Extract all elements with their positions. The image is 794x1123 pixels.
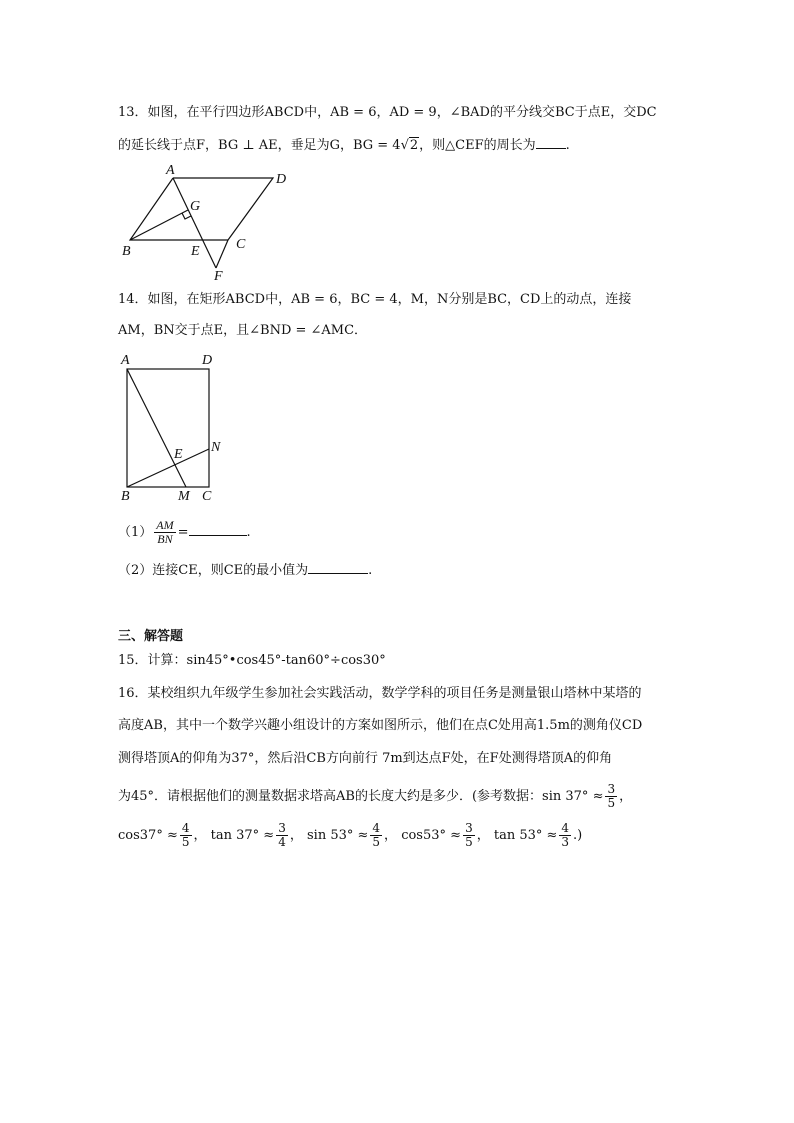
- label-F: F: [214, 269, 223, 284]
- ref-separator: ，: [289, 828, 303, 843]
- segment-BN: [127, 449, 209, 487]
- ref-separator: .): [573, 828, 583, 843]
- q14-sub1-end: .: [246, 525, 251, 540]
- ref-label: sin 53° ≈: [307, 828, 369, 843]
- rectangle-ABCD: [127, 369, 209, 487]
- label-C: C: [236, 237, 246, 252]
- q14-sub2-end: .: [368, 563, 373, 578]
- q16-line1: 16．某校组织九年级学生参加社会实践活动，数学学科的项目任务是测量银山塔林中某塔的: [118, 686, 642, 701]
- ratio-fraction: [154, 519, 175, 546]
- ref-separator: ，: [384, 828, 398, 843]
- label-E: E: [191, 244, 200, 259]
- q13-line2: [118, 136, 570, 155]
- q13-line2-end: .: [565, 138, 570, 153]
- ref-item: [210, 821, 303, 849]
- q16-line4-a: 为45°．请根据他们的测量数据求塔高AB的长度大约是多少．(参考数据：sin 37° ≈: [118, 789, 604, 804]
- ref-label: tan 37° ≈: [210, 828, 275, 843]
- label-A: A: [166, 163, 175, 178]
- label-D: D: [202, 353, 213, 368]
- ref-label: tan 53° ≈: [493, 828, 558, 843]
- q13-line2-a: 的延长线于点F，BG ⊥ AE，垂足为G，BG = 4: [118, 138, 401, 153]
- label-E: E: [174, 447, 183, 462]
- label-C: C: [202, 489, 212, 504]
- ref-label: cos53° ≈: [401, 828, 462, 843]
- label-B: B: [122, 244, 131, 259]
- ref-numerator: 3: [607, 782, 616, 796]
- q13-sqrt-value: 2: [409, 138, 419, 153]
- q14-sub1: [118, 519, 251, 546]
- ref-separator: ，: [476, 828, 490, 843]
- ref-fraction: [605, 783, 617, 810]
- q14-rectangle-figure: [118, 350, 228, 504]
- segment-AM: [127, 369, 186, 487]
- label-M: M: [178, 489, 190, 504]
- q14-line1: 14．如图，在矩形ABCD中，AB = 6，BC = 4，M，N分别是BC，CD上的动点，连接: [118, 292, 632, 307]
- q16-reference-values: [118, 822, 582, 849]
- answer-blank: [536, 136, 566, 149]
- segment-BG: [130, 210, 188, 240]
- ref-numerator: 4: [181, 821, 190, 835]
- ref-denominator: 3: [561, 835, 570, 849]
- q13-line2-b: ，则△CEF的周长为: [419, 138, 536, 153]
- q16-line3: 测得塔顶A的仰角为37°，然后沿CB方向前行 7m到达点F处，在F处测得塔顶A的仰角: [118, 751, 613, 766]
- q16-line4-end: ，: [619, 789, 633, 804]
- ref-label: cos37° ≈: [118, 828, 178, 843]
- sqrt-sign: √: [400, 138, 409, 153]
- answer-blank: [189, 523, 247, 536]
- ref-numerator: 3: [278, 821, 286, 835]
- ratio-denominator: BN: [157, 532, 173, 546]
- ref-fraction: [180, 822, 192, 849]
- q14-sub2: [118, 561, 372, 580]
- ref-item: [307, 821, 398, 849]
- ref-fraction: [559, 822, 571, 849]
- ref-separator: ，: [193, 828, 207, 843]
- section-heading: 三、解答题: [118, 629, 184, 644]
- q16-line4: [118, 783, 632, 810]
- label-B: B: [121, 489, 130, 504]
- ref-item: [493, 821, 583, 849]
- q13-parallelogram-figure: [118, 160, 308, 284]
- ref-denominator: 5: [465, 835, 473, 849]
- ref-fraction: [370, 822, 382, 849]
- label-D: D: [276, 172, 287, 187]
- q14-sub2-text: （2）连接CE，则CE的最小值为: [118, 563, 309, 578]
- ref-numerator: 4: [561, 821, 570, 835]
- segment-CF: [216, 240, 228, 268]
- ref-numerator: 3: [465, 821, 473, 835]
- ref-fraction: [463, 822, 475, 849]
- ref-denominator: 5: [181, 835, 190, 849]
- label-N: N: [211, 440, 221, 455]
- ref-denominator: 5: [372, 835, 381, 849]
- q14-line2: AM，BN交于点E，且∠BND = ∠AMC．: [118, 323, 368, 338]
- q16-line2: 高度AB，其中一个数学兴趣小组设计的方案如图所示，他们在点C处用高1.5m的测角仪CD: [118, 718, 643, 733]
- ref-item: [118, 821, 207, 849]
- ratio-numerator: AM: [156, 518, 174, 532]
- ref-denominator: 5: [607, 796, 616, 810]
- q13-line1: 13．如图，在平行四边形ABCD中，AB = 6，AD = 9，∠BAD的平分线交BC于点E，交DC: [118, 105, 657, 120]
- label-G: G: [190, 199, 201, 214]
- label-A: A: [121, 353, 130, 368]
- ref-numerator: 4: [372, 821, 381, 835]
- q14-sub1-prefix: （1）: [118, 525, 153, 540]
- ref-denominator: 4: [278, 835, 286, 849]
- ref-item: [401, 821, 490, 849]
- answer-blank: [308, 561, 368, 574]
- q15-text: 15．计算：sin45°•cos45°-tan60°÷cos30°: [118, 653, 386, 668]
- ref-fraction: [276, 822, 288, 849]
- q14-sub1-eq: =: [177, 525, 189, 540]
- parallelogram-ABCD: [130, 178, 273, 240]
